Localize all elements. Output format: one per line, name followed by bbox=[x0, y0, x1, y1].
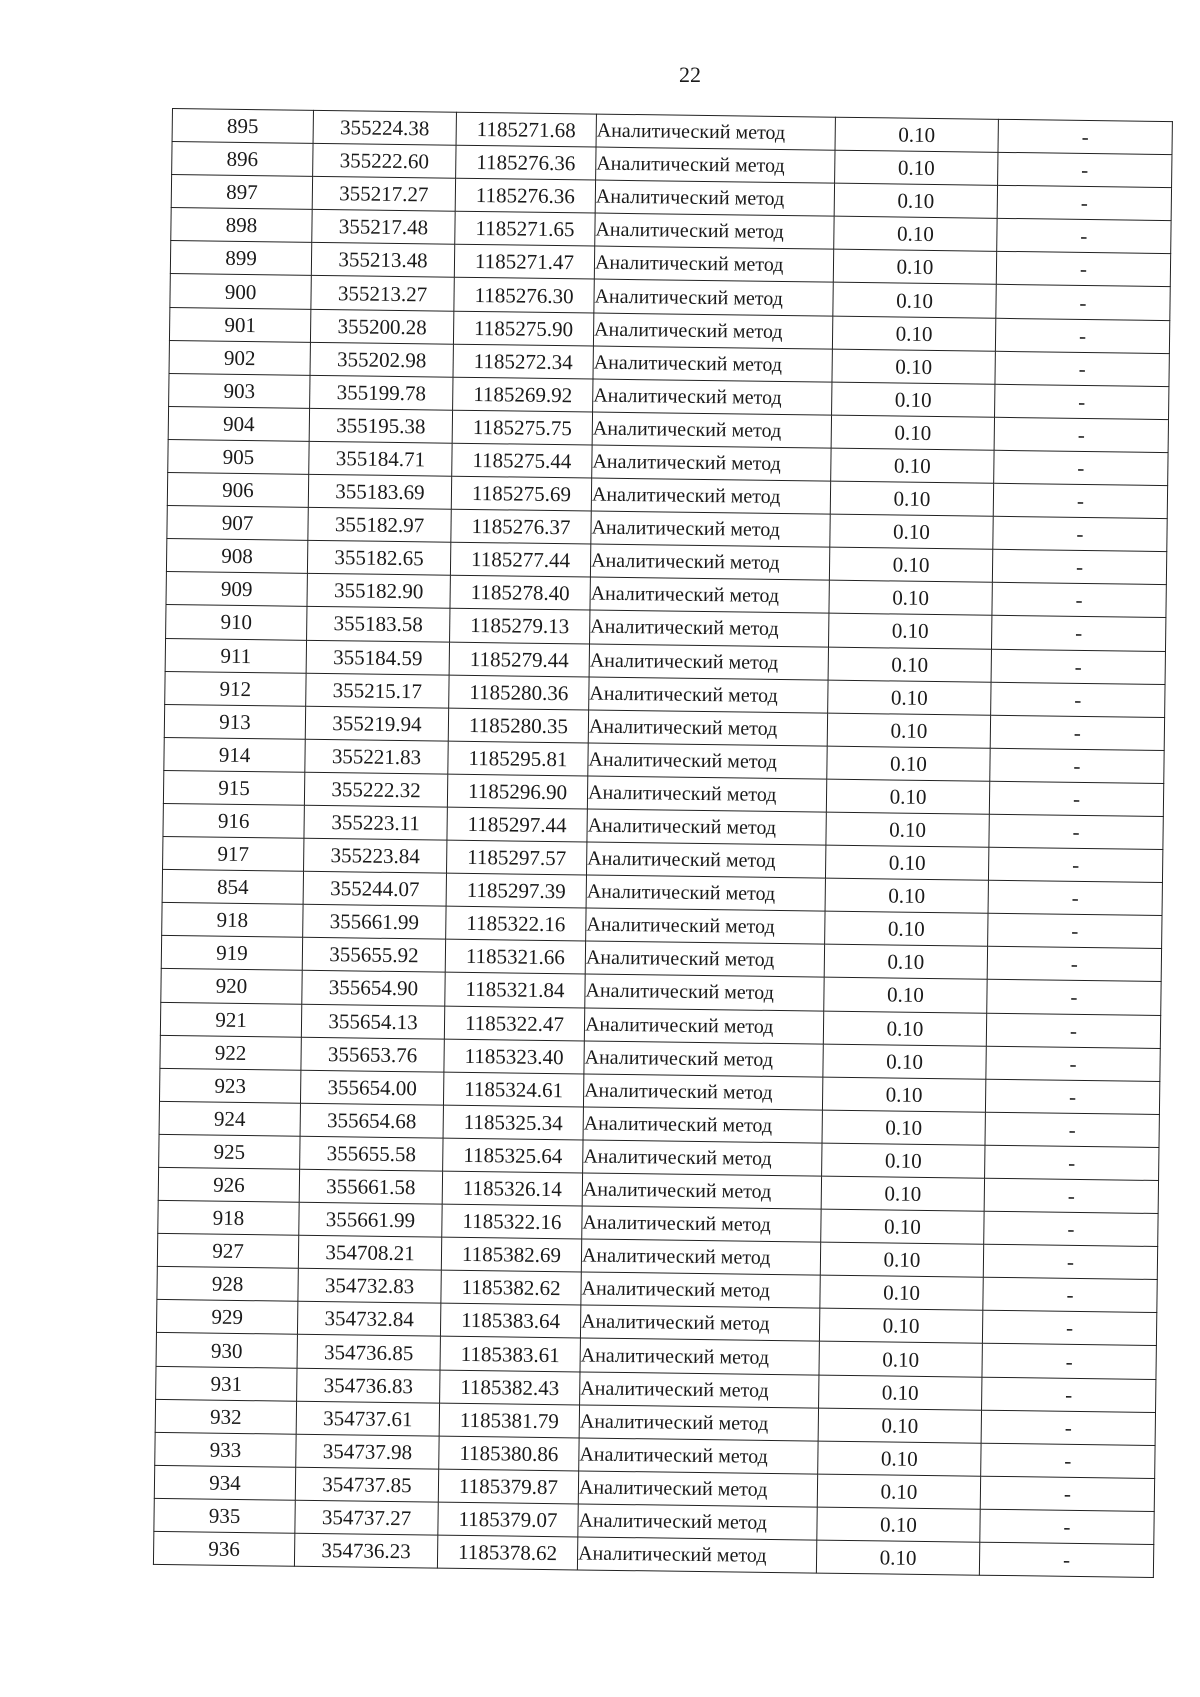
y-coordinate-cell: 1185381.79 bbox=[439, 1403, 579, 1438]
method-cell: Аналитический метод bbox=[577, 1537, 816, 1573]
y-coordinate-cell: 1185271.47 bbox=[454, 245, 594, 280]
method-cell: Аналитический метод bbox=[594, 246, 833, 282]
note-cell: - bbox=[982, 1344, 1156, 1379]
note-cell: - bbox=[994, 417, 1168, 452]
method-cell: Аналитический метод bbox=[579, 1438, 818, 1474]
point-number-cell: 924 bbox=[159, 1101, 300, 1136]
note-cell: - bbox=[998, 119, 1172, 154]
point-number-cell: 930 bbox=[156, 1333, 297, 1368]
accuracy-cell: 0.10 bbox=[831, 448, 994, 483]
note-cell: - bbox=[987, 980, 1161, 1015]
note-cell: - bbox=[986, 1013, 1160, 1048]
accuracy-cell: 0.10 bbox=[816, 1540, 979, 1575]
note-cell: - bbox=[983, 1244, 1157, 1279]
method-cell: Аналитический метод bbox=[580, 1305, 819, 1341]
note-cell: - bbox=[997, 219, 1171, 254]
point-number-cell: 928 bbox=[157, 1267, 298, 1302]
note-cell: - bbox=[985, 1145, 1159, 1180]
point-number-cell: 903 bbox=[169, 373, 310, 408]
point-number-cell: 902 bbox=[169, 340, 310, 375]
accuracy-cell: 0.10 bbox=[822, 1110, 985, 1145]
point-number-cell: 934 bbox=[154, 1465, 295, 1500]
note-cell: - bbox=[996, 252, 1170, 287]
y-coordinate-cell: 1185383.61 bbox=[440, 1337, 580, 1372]
method-cell: Аналитический метод bbox=[588, 743, 827, 779]
x-coordinate-cell: 354736.85 bbox=[297, 1335, 440, 1370]
note-cell: - bbox=[996, 285, 1170, 320]
method-cell: Аналитический метод bbox=[585, 941, 824, 977]
method-cell: Аналитический метод bbox=[589, 644, 828, 680]
point-number-cell: 922 bbox=[160, 1035, 301, 1070]
point-number-cell: 917 bbox=[163, 837, 304, 872]
accuracy-cell: 0.10 bbox=[818, 1441, 981, 1476]
point-number-cell: 915 bbox=[163, 770, 304, 805]
point-number-cell: 914 bbox=[164, 737, 305, 772]
y-coordinate-cell: 1185325.34 bbox=[443, 1105, 583, 1140]
method-cell: Аналитический метод bbox=[593, 346, 832, 382]
y-coordinate-cell: 1185279.13 bbox=[450, 609, 590, 644]
accuracy-cell: 0.10 bbox=[830, 481, 993, 516]
point-number-cell: 912 bbox=[165, 671, 306, 706]
y-coordinate-cell: 1185275.75 bbox=[452, 410, 592, 445]
y-coordinate-cell: 1185276.36 bbox=[456, 145, 596, 180]
point-number-cell: 901 bbox=[169, 307, 310, 342]
method-cell: Аналитический метод bbox=[592, 445, 831, 481]
point-number-cell: 935 bbox=[154, 1498, 295, 1533]
point-number-cell: 920 bbox=[161, 969, 302, 1004]
note-cell: - bbox=[985, 1079, 1159, 1114]
note-cell: - bbox=[983, 1278, 1157, 1313]
page-number: 22 bbox=[679, 62, 701, 87]
method-cell: Аналитический метод bbox=[589, 677, 828, 713]
point-number-cell: 905 bbox=[168, 439, 309, 474]
x-coordinate-cell: 355213.48 bbox=[311, 243, 454, 278]
coordinates-table bbox=[153, 108, 1173, 1578]
note-cell: - bbox=[987, 947, 1161, 982]
y-coordinate-cell: 1185321.84 bbox=[445, 973, 585, 1008]
note-cell: - bbox=[993, 483, 1167, 518]
y-coordinate-cell: 1185271.68 bbox=[456, 112, 596, 147]
note-cell: - bbox=[984, 1211, 1158, 1246]
accuracy-cell: 0.10 bbox=[821, 1209, 984, 1244]
x-coordinate-cell: 355223.84 bbox=[304, 838, 447, 873]
point-number-cell: 918 bbox=[158, 1201, 299, 1236]
x-coordinate-cell: 355221.83 bbox=[305, 739, 448, 774]
accuracy-cell: 0.10 bbox=[817, 1507, 980, 1542]
method-cell: Аналитический метод bbox=[593, 379, 832, 415]
note-cell: - bbox=[979, 1542, 1153, 1577]
point-number-cell: 907 bbox=[167, 506, 308, 541]
note-cell: - bbox=[988, 847, 1162, 882]
x-coordinate-cell: 355213.27 bbox=[311, 276, 454, 311]
x-coordinate-cell: 354732.83 bbox=[298, 1269, 441, 1304]
x-coordinate-cell: 354736.83 bbox=[297, 1368, 440, 1403]
y-coordinate-cell: 1185322.47 bbox=[444, 1006, 584, 1041]
method-cell: Аналитический метод bbox=[591, 511, 830, 547]
accuracy-cell: 0.10 bbox=[829, 614, 992, 649]
accuracy-cell: 0.10 bbox=[817, 1474, 980, 1509]
method-cell: Аналитический метод bbox=[584, 1041, 823, 1077]
y-coordinate-cell: 1185278.40 bbox=[450, 575, 590, 610]
y-coordinate-cell: 1185324.61 bbox=[443, 1072, 583, 1107]
y-coordinate-cell: 1185323.40 bbox=[444, 1039, 584, 1074]
accuracy-cell: 0.10 bbox=[819, 1375, 982, 1410]
x-coordinate-cell: 355653.76 bbox=[301, 1037, 444, 1072]
accuracy-cell: 0.10 bbox=[824, 944, 987, 979]
point-number-cell: 933 bbox=[155, 1432, 296, 1467]
point-number-cell: 909 bbox=[166, 572, 307, 607]
method-cell: Аналитический метод bbox=[586, 908, 825, 944]
point-number-cell: 921 bbox=[160, 1002, 301, 1037]
x-coordinate-cell: 355183.58 bbox=[307, 607, 450, 642]
accuracy-cell: 0.10 bbox=[831, 415, 994, 450]
y-coordinate-cell: 1185275.44 bbox=[452, 443, 592, 478]
method-cell: Аналитический метод bbox=[591, 478, 830, 514]
point-number-cell: 916 bbox=[163, 803, 304, 838]
x-coordinate-cell: 355222.60 bbox=[313, 143, 456, 178]
x-coordinate-cell: 355182.65 bbox=[307, 541, 450, 576]
accuracy-cell: 0.10 bbox=[823, 1011, 986, 1046]
point-number-cell: 911 bbox=[165, 638, 306, 673]
point-number-cell: 932 bbox=[155, 1399, 296, 1434]
note-cell: - bbox=[992, 550, 1166, 585]
accuracy-cell: 0.10 bbox=[828, 680, 991, 715]
table-body bbox=[153, 109, 1172, 1578]
note-cell: - bbox=[990, 715, 1164, 750]
accuracy-cell: 0.10 bbox=[828, 647, 991, 682]
accuracy-cell: 0.10 bbox=[819, 1308, 982, 1343]
x-coordinate-cell: 354737.27 bbox=[295, 1500, 438, 1535]
point-number-cell: 926 bbox=[158, 1167, 299, 1202]
note-cell: - bbox=[988, 914, 1162, 949]
y-coordinate-cell: 1185321.66 bbox=[445, 939, 585, 974]
note-cell: - bbox=[992, 583, 1166, 618]
x-coordinate-cell: 355654.90 bbox=[302, 971, 445, 1006]
accuracy-cell: 0.10 bbox=[829, 580, 992, 615]
note-cell: - bbox=[998, 152, 1172, 187]
point-number-cell: 895 bbox=[172, 109, 313, 144]
y-coordinate-cell: 1185271.65 bbox=[455, 211, 595, 246]
accuracy-cell: 0.10 bbox=[823, 1044, 986, 1079]
method-cell: Аналитический метод bbox=[581, 1239, 820, 1275]
accuracy-cell: 0.10 bbox=[825, 845, 988, 880]
x-coordinate-cell: 355184.59 bbox=[306, 640, 449, 675]
point-number-cell: 910 bbox=[166, 605, 307, 640]
point-number-cell: 919 bbox=[161, 936, 302, 971]
note-cell: - bbox=[991, 649, 1165, 684]
method-cell: Аналитический метод bbox=[595, 180, 834, 216]
x-coordinate-cell: 355655.58 bbox=[300, 1136, 443, 1171]
method-cell: Аналитический метод bbox=[590, 577, 829, 613]
accuracy-cell: 0.10 bbox=[821, 1176, 984, 1211]
point-number-cell: 904 bbox=[168, 406, 309, 441]
point-number-cell: 908 bbox=[166, 539, 307, 574]
accuracy-cell: 0.10 bbox=[827, 713, 990, 748]
accuracy-cell: 0.10 bbox=[832, 316, 995, 351]
y-coordinate-cell: 1185275.69 bbox=[451, 476, 591, 511]
y-coordinate-cell: 1185296.90 bbox=[447, 774, 587, 809]
note-cell: - bbox=[989, 781, 1163, 816]
x-coordinate-cell: 355654.00 bbox=[300, 1070, 443, 1105]
method-cell: Аналитический метод bbox=[590, 544, 829, 580]
y-coordinate-cell: 1185382.69 bbox=[441, 1237, 581, 1272]
note-cell: - bbox=[991, 682, 1165, 717]
x-coordinate-cell: 355202.98 bbox=[310, 342, 453, 377]
method-cell: Аналитический метод bbox=[586, 875, 825, 911]
x-coordinate-cell: 355183.69 bbox=[308, 474, 451, 509]
y-coordinate-cell: 1185379.07 bbox=[438, 1502, 578, 1537]
accuracy-cell: 0.10 bbox=[835, 150, 998, 185]
note-cell: - bbox=[981, 1410, 1155, 1445]
note-cell: - bbox=[991, 616, 1165, 651]
note-cell: - bbox=[993, 516, 1167, 551]
x-coordinate-cell: 355219.94 bbox=[305, 706, 448, 741]
y-coordinate-cell: 1185269.92 bbox=[453, 377, 593, 412]
y-coordinate-cell: 1185295.81 bbox=[448, 741, 588, 776]
accuracy-cell: 0.10 bbox=[833, 250, 996, 285]
method-cell: Аналитический метод bbox=[596, 147, 835, 183]
y-coordinate-cell: 1185275.90 bbox=[453, 311, 593, 346]
accuracy-cell: 0.10 bbox=[826, 812, 989, 847]
x-coordinate-cell: 355215.17 bbox=[306, 673, 449, 708]
x-coordinate-cell: 355661.99 bbox=[299, 1202, 442, 1237]
note-cell: - bbox=[990, 748, 1164, 783]
x-coordinate-cell: 355184.71 bbox=[309, 441, 452, 476]
method-cell: Аналитический метод bbox=[580, 1372, 819, 1408]
note-cell: - bbox=[981, 1443, 1155, 1478]
note-cell: - bbox=[982, 1311, 1156, 1346]
point-number-cell: 854 bbox=[162, 870, 303, 905]
note-cell: - bbox=[986, 1046, 1160, 1081]
y-coordinate-cell: 1185322.16 bbox=[446, 906, 586, 941]
point-number-cell: 899 bbox=[170, 241, 311, 276]
method-cell: Аналитический метод bbox=[585, 974, 824, 1010]
method-cell: Аналитический метод bbox=[587, 809, 826, 845]
x-coordinate-cell: 355223.11 bbox=[304, 805, 447, 840]
note-cell: - bbox=[995, 318, 1169, 353]
note-cell: - bbox=[984, 1178, 1158, 1213]
note-cell: - bbox=[982, 1377, 1156, 1412]
note-cell: - bbox=[995, 351, 1169, 386]
accuracy-cell: 0.10 bbox=[825, 911, 988, 946]
y-coordinate-cell: 1185380.86 bbox=[439, 1436, 579, 1471]
x-coordinate-cell: 355224.38 bbox=[313, 110, 456, 145]
accuracy-cell: 0.10 bbox=[827, 746, 990, 781]
accuracy-cell: 0.10 bbox=[832, 349, 995, 384]
x-coordinate-cell: 354732.84 bbox=[297, 1302, 440, 1337]
point-number-cell: 925 bbox=[159, 1134, 300, 1169]
method-cell: Аналитический метод bbox=[593, 313, 832, 349]
method-cell: Аналитический метод bbox=[587, 776, 826, 812]
x-coordinate-cell: 354737.61 bbox=[296, 1401, 439, 1436]
point-number-cell: 898 bbox=[171, 208, 312, 243]
y-coordinate-cell: 1185276.30 bbox=[454, 278, 594, 313]
y-coordinate-cell: 1185276.36 bbox=[455, 178, 595, 213]
x-coordinate-cell: 354737.98 bbox=[296, 1434, 439, 1469]
x-coordinate-cell: 355222.32 bbox=[304, 772, 447, 807]
y-coordinate-cell: 1185382.43 bbox=[440, 1370, 580, 1405]
accuracy-cell: 0.10 bbox=[822, 1077, 985, 1112]
accuracy-cell: 0.10 bbox=[834, 216, 997, 251]
x-coordinate-cell: 354736.23 bbox=[294, 1533, 437, 1568]
x-coordinate-cell: 355654.13 bbox=[301, 1004, 444, 1039]
accuracy-cell: 0.10 bbox=[832, 382, 995, 417]
x-coordinate-cell: 355182.97 bbox=[308, 507, 451, 542]
accuracy-cell: 0.10 bbox=[820, 1275, 983, 1310]
method-cell: Аналитический метод bbox=[578, 1471, 817, 1507]
accuracy-cell: 0.10 bbox=[822, 1143, 985, 1178]
point-number-cell: 900 bbox=[170, 274, 311, 309]
method-cell: Аналитический метод bbox=[578, 1504, 817, 1540]
method-cell: Аналитический метод bbox=[590, 610, 829, 646]
y-coordinate-cell: 1185272.34 bbox=[453, 344, 593, 379]
point-number-cell: 906 bbox=[167, 473, 308, 508]
method-cell: Аналитический метод bbox=[592, 412, 831, 448]
method-cell: Аналитический метод bbox=[581, 1272, 820, 1308]
note-cell: - bbox=[994, 450, 1168, 485]
accuracy-cell: 0.10 bbox=[820, 1242, 983, 1277]
y-coordinate-cell: 1185326.14 bbox=[442, 1171, 582, 1206]
x-coordinate-cell: 354737.85 bbox=[295, 1467, 438, 1502]
accuracy-cell: 0.10 bbox=[818, 1408, 981, 1443]
accuracy-cell: 0.10 bbox=[830, 514, 993, 549]
point-number-cell: 913 bbox=[164, 704, 305, 739]
method-cell: Аналитический метод bbox=[583, 1107, 822, 1143]
accuracy-cell: 0.10 bbox=[829, 547, 992, 582]
note-cell: - bbox=[988, 880, 1162, 915]
x-coordinate-cell: 355661.99 bbox=[303, 905, 446, 940]
y-coordinate-cell: 1185276.37 bbox=[451, 509, 591, 544]
y-coordinate-cell: 1185297.39 bbox=[446, 873, 586, 908]
y-coordinate-cell: 1185325.64 bbox=[443, 1138, 583, 1173]
accuracy-cell: 0.10 bbox=[833, 283, 996, 318]
method-cell: Аналитический метод bbox=[579, 1405, 818, 1441]
point-number-cell: 923 bbox=[159, 1068, 300, 1103]
y-coordinate-cell: 1185378.62 bbox=[437, 1535, 577, 1570]
y-coordinate-cell: 1185322.16 bbox=[442, 1204, 582, 1239]
point-number-cell: 918 bbox=[162, 903, 303, 938]
note-cell: - bbox=[985, 1112, 1159, 1147]
x-coordinate-cell: 355654.68 bbox=[300, 1103, 443, 1138]
x-coordinate-cell: 355244.07 bbox=[303, 871, 446, 906]
note-cell: - bbox=[980, 1509, 1154, 1544]
x-coordinate-cell: 355655.92 bbox=[302, 938, 445, 973]
x-coordinate-cell: 355199.78 bbox=[310, 375, 453, 410]
accuracy-cell: 0.10 bbox=[835, 117, 998, 152]
y-coordinate-cell: 1185280.36 bbox=[449, 675, 589, 710]
x-coordinate-cell: 355200.28 bbox=[310, 309, 453, 344]
note-cell: - bbox=[997, 186, 1171, 221]
y-coordinate-cell: 1185277.44 bbox=[450, 542, 590, 577]
note-cell: - bbox=[980, 1476, 1154, 1511]
y-coordinate-cell: 1185379.87 bbox=[438, 1469, 578, 1504]
note-cell: - bbox=[989, 814, 1163, 849]
x-coordinate-cell: 355661.58 bbox=[299, 1169, 442, 1204]
x-coordinate-cell: 355217.48 bbox=[312, 210, 455, 245]
accuracy-cell: 0.10 bbox=[834, 183, 997, 218]
coordinates-table-container bbox=[153, 108, 1173, 1578]
y-coordinate-cell: 1185279.44 bbox=[449, 642, 589, 677]
x-coordinate-cell: 354708.21 bbox=[298, 1235, 441, 1270]
accuracy-cell: 0.10 bbox=[825, 878, 988, 913]
y-coordinate-cell: 1185297.44 bbox=[447, 807, 587, 842]
accuracy-cell: 0.10 bbox=[824, 978, 987, 1013]
y-coordinate-cell: 1185382.62 bbox=[441, 1270, 581, 1305]
method-cell: Аналитический метод bbox=[586, 842, 825, 878]
method-cell: Аналитический метод bbox=[583, 1074, 822, 1110]
accuracy-cell: 0.10 bbox=[826, 779, 989, 814]
method-cell: Аналитический метод bbox=[596, 114, 835, 150]
method-cell: Аналитический метод bbox=[582, 1173, 821, 1209]
y-coordinate-cell: 1185383.64 bbox=[440, 1303, 580, 1338]
accuracy-cell: 0.10 bbox=[819, 1342, 982, 1377]
method-cell: Аналитический метод bbox=[582, 1206, 821, 1242]
point-number-cell: 929 bbox=[156, 1300, 297, 1335]
x-coordinate-cell: 355182.90 bbox=[307, 574, 450, 609]
x-coordinate-cell: 355195.38 bbox=[309, 408, 452, 443]
method-cell: Аналитический метод bbox=[588, 710, 827, 746]
method-cell: Аналитический метод bbox=[584, 1008, 823, 1044]
method-cell: Аналитический метод bbox=[580, 1338, 819, 1374]
point-number-cell: 896 bbox=[172, 142, 313, 177]
point-number-cell: 931 bbox=[156, 1366, 297, 1401]
y-coordinate-cell: 1185297.57 bbox=[447, 840, 587, 875]
method-cell: Аналитический метод bbox=[583, 1140, 822, 1176]
y-coordinate-cell: 1185280.35 bbox=[448, 708, 588, 743]
point-number-cell: 897 bbox=[171, 175, 312, 210]
method-cell: Аналитический метод bbox=[595, 213, 834, 249]
x-coordinate-cell: 355217.27 bbox=[312, 177, 455, 212]
note-cell: - bbox=[995, 384, 1169, 419]
point-number-cell: 927 bbox=[157, 1234, 298, 1269]
point-number-cell: 936 bbox=[153, 1531, 294, 1566]
method-cell: Аналитический метод bbox=[594, 280, 833, 316]
